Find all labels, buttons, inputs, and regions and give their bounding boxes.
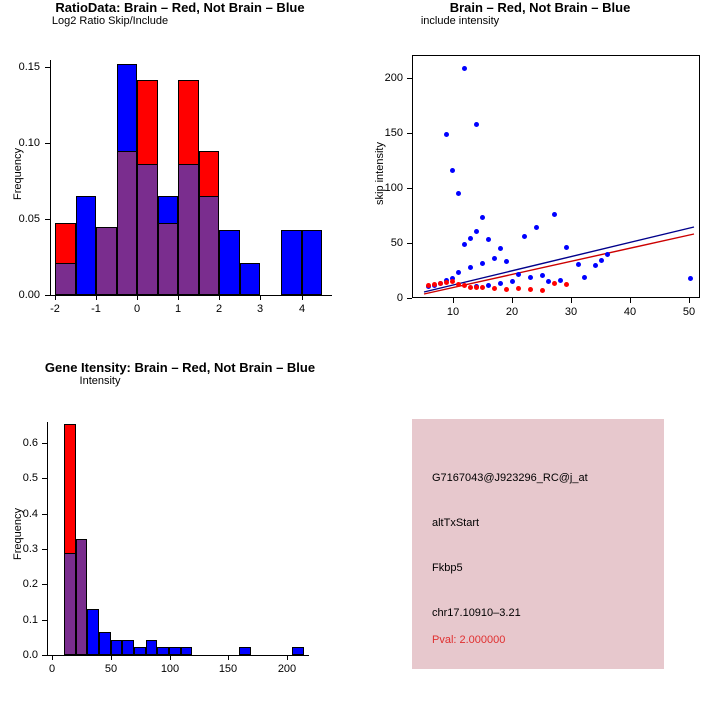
tick: [571, 298, 572, 303]
bar-overlap: [137, 164, 158, 295]
scatter-point-blue: [605, 252, 610, 257]
intensity-x-axis: [47, 655, 309, 656]
scatter-point-red: [456, 282, 461, 287]
ratio-x-axis: [50, 295, 332, 296]
scatter-plot-area: [360, 0, 720, 360]
intensity-ytick: 0.5: [22, 472, 38, 484]
tick: [407, 133, 412, 134]
ratio-title: RatioData: Brain – Red, Not Brain – Blue: [55, 0, 305, 15]
bar-overlap: [76, 539, 87, 655]
tick: [111, 655, 112, 660]
tick: [302, 295, 303, 300]
tick: [52, 655, 53, 660]
bar-overlap: [64, 553, 76, 655]
ratio-xtick: 3: [256, 303, 264, 315]
scatter-point-red: [540, 288, 545, 293]
bar-overlap: [178, 164, 199, 295]
ratio-y-axis: [50, 60, 51, 296]
intensity-ytick: 0.1: [22, 614, 38, 626]
ratio-ytick: 0.15: [18, 61, 40, 73]
scatter-point-blue: [486, 283, 491, 288]
tick: [453, 298, 454, 303]
intensity-ytick: 0.6: [22, 437, 38, 449]
bar-overlap: [55, 263, 76, 295]
scatter-point-blue: [593, 263, 598, 268]
scatter-point-red: [444, 280, 449, 285]
bar-overlap: [117, 151, 137, 295]
scatter-point-blue: [462, 242, 467, 247]
info-locus: chr17.10910–3.21: [432, 607, 521, 619]
bar-blue: [87, 609, 99, 655]
bar-overlap: [158, 223, 178, 295]
tick: [287, 655, 288, 660]
ratio-xtick: -1: [91, 303, 101, 315]
scatter-ylabel: skip intensity: [374, 142, 386, 205]
scatter-point-blue: [534, 225, 539, 230]
tick: [170, 655, 171, 660]
scatter-point-red: [438, 281, 443, 286]
scatter-point-red: [516, 286, 521, 291]
scatter-point-blue: [552, 212, 557, 217]
ratio-ytick: 0.05: [18, 213, 40, 225]
scatter-point-blue: [576, 262, 581, 267]
scatter-point-blue: [480, 215, 485, 220]
intensity-xtick: 0: [48, 663, 56, 675]
panel-info: [360, 360, 720, 720]
scatter-point-blue: [528, 275, 533, 280]
scatter-xtick: 50: [682, 306, 696, 318]
scatter-point-blue: [456, 191, 461, 196]
scatter-point-red: [564, 282, 569, 287]
bar-blue: [302, 230, 322, 295]
info-event-type: altTxStart: [432, 517, 480, 529]
ratio-ylabel: Frequency: [12, 148, 24, 200]
scatter-point-blue: [564, 245, 569, 250]
tick: [228, 655, 229, 660]
scatter-point-blue: [480, 261, 485, 266]
bar-blue: [219, 230, 240, 295]
scatter-point-blue: [498, 246, 503, 251]
scatter-point-blue: [599, 258, 604, 263]
scatter-point-blue: [504, 259, 509, 264]
intensity-ylabel: Frequency: [12, 508, 24, 560]
scatter-xtick: 30: [564, 306, 578, 318]
intensity-y-axis: [47, 422, 48, 656]
scatter-point-blue: [468, 265, 473, 270]
scatter-point-red: [492, 286, 497, 291]
scatter-point-red: [426, 283, 431, 288]
tick: [260, 295, 261, 300]
intensity-ytick: 0.0: [22, 649, 38, 661]
bar-blue: [111, 640, 122, 655]
scatter-point-red: [528, 287, 533, 292]
tick: [55, 295, 56, 300]
tick: [407, 188, 412, 189]
tick: [407, 243, 412, 244]
bar-blue: [240, 263, 260, 295]
intensity-xlabel: Intensity: [79, 375, 121, 387]
scatter-xlabel: include intensity: [420, 15, 500, 27]
intensity-ytick: 0.3: [22, 543, 38, 555]
info-pval: Pval: 2.000000: [432, 634, 506, 646]
ratio-xtick: 1: [174, 303, 182, 315]
bar-overlap: [199, 196, 219, 295]
scatter-xtick: 10: [446, 306, 460, 318]
intensity-title: Gene Itensity: Brain – Red, Not Brain – Blue: [44, 360, 316, 375]
scatter-point-blue: [688, 276, 693, 281]
scatter-point-blue: [540, 273, 545, 278]
bar-blue: [157, 647, 169, 655]
tick: [45, 143, 50, 144]
bar-blue: [122, 640, 134, 655]
tick: [407, 298, 412, 299]
scatter-title: Brain – Red, Not Brain – Blue: [449, 0, 631, 15]
intensity-xtick: 100: [160, 663, 180, 675]
tick: [42, 514, 47, 515]
intensity-ytick: 0.4: [22, 508, 38, 520]
bar-blue: [99, 632, 111, 655]
ratio-ytick: 0.00: [18, 289, 40, 301]
intensity-plot-area: [0, 360, 360, 720]
tick: [630, 298, 631, 303]
tick: [407, 78, 412, 79]
info-probe-id: G7167043@J923296_RC@j_at: [432, 472, 588, 484]
scatter-point-blue: [444, 132, 449, 137]
scatter-point-blue: [558, 278, 563, 283]
bar-blue: [169, 647, 181, 655]
bar-blue: [181, 647, 192, 655]
intensity-xtick: 150: [218, 663, 238, 675]
tick: [512, 298, 513, 303]
tick: [45, 67, 50, 68]
scatter-point-red: [504, 287, 509, 292]
tick: [96, 295, 97, 300]
tick: [137, 295, 138, 300]
ratio-xtick: 2: [215, 303, 223, 315]
scatter-point-blue: [456, 270, 461, 275]
info-gene-symbol: Fkbp5: [432, 562, 463, 574]
panel-scatter: [360, 0, 720, 360]
tick: [689, 298, 690, 303]
scatter-point-blue: [522, 234, 527, 239]
scatter-point-blue: [462, 66, 467, 71]
ratio-plot-area: [0, 0, 360, 360]
scatter-point-blue: [582, 275, 587, 280]
tick: [42, 584, 47, 585]
scatter-ytick: 50: [390, 237, 403, 249]
bar-blue: [134, 647, 146, 655]
scatter-ytick: 100: [384, 182, 403, 194]
scatter-xtick: 20: [505, 306, 519, 318]
scatter-point-red: [474, 285, 479, 290]
ratio-xtick: -2: [50, 303, 60, 315]
panel-intensity-histogram: [0, 360, 360, 720]
ratio-xtick: 4: [298, 303, 306, 315]
scatter-ytick: 0: [396, 292, 403, 304]
scatter-point-red: [468, 285, 473, 290]
tick: [45, 295, 50, 296]
tick: [219, 295, 220, 300]
bar-blue: [292, 647, 304, 655]
tick: [178, 295, 179, 300]
tick: [42, 443, 47, 444]
scatter-point-blue: [516, 272, 521, 277]
scatter-point-red: [450, 279, 455, 284]
tick: [42, 620, 47, 621]
scatter-ytick: 200: [384, 72, 403, 84]
ratio-xtick: 0: [133, 303, 141, 315]
panel-ratio-histogram: [0, 0, 360, 360]
scatter-point-blue: [492, 256, 497, 261]
scatter-point-blue: [498, 281, 503, 286]
intensity-xtick: 50: [104, 663, 118, 675]
bar-overlap: [96, 227, 117, 295]
scatter-ytick: 150: [384, 127, 403, 139]
scatter-point-blue: [486, 237, 491, 242]
ratio-xlabel: Log2 Ratio Skip/Include: [51, 15, 169, 27]
scatter-point-red: [552, 281, 557, 286]
tick: [42, 478, 47, 479]
tick: [42, 655, 47, 656]
bar-blue: [239, 647, 251, 655]
tick: [45, 219, 50, 220]
info-box: [412, 419, 664, 669]
scatter-point-red: [480, 285, 485, 290]
scatter-point-blue: [510, 279, 515, 284]
intensity-xtick: 200: [277, 663, 297, 675]
scatter-point-red: [432, 282, 437, 287]
scatter-point-red: [462, 283, 467, 288]
scatter-point-blue: [450, 168, 455, 173]
scatter-point-blue: [474, 229, 479, 234]
tick: [42, 549, 47, 550]
scatter-point-blue: [546, 279, 551, 284]
scatter-trendlines: [360, 0, 720, 360]
ratio-ytick: 0.10: [18, 137, 40, 149]
scatter-point-blue: [468, 236, 473, 241]
scatter-xtick: 40: [623, 306, 637, 318]
bar-blue: [76, 196, 96, 295]
bar-blue: [281, 230, 302, 295]
intensity-ytick: 0.2: [22, 578, 38, 590]
scatter-point-blue: [474, 122, 479, 127]
bar-blue: [146, 640, 157, 655]
